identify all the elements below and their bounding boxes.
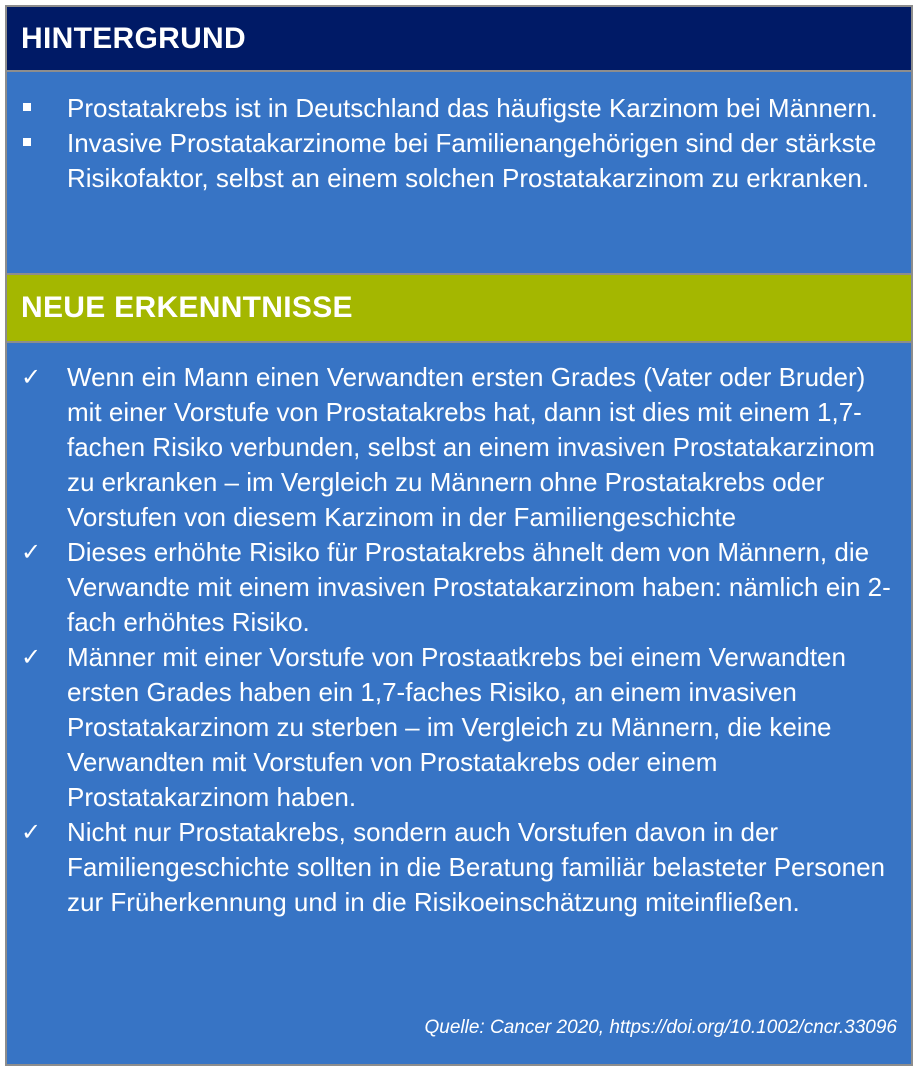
square-bullet-icon	[23, 138, 31, 146]
checkmark-icon: ✓	[21, 643, 42, 671]
checkmark-icon: ✓	[21, 538, 42, 566]
list-item-text: Männer mit einer Vorstufe von Prostaatkrebs bei einem Verwandten ersten Grades haben ein 1,7-faches Risiko, an einem invasiven Prostatakarzinom zu sterben – im Vergleich zu Männern, die keine Verwandten mit Vorstufen von Prostatakrebs oder einem Prostatakarzinom haben.	[67, 642, 846, 812]
square-bullet-icon	[23, 103, 31, 111]
source-citation: Quelle: Cancer 2020, https://doi.org/10.1002/cncr.33096	[424, 1017, 897, 1038]
list-item-text: Nicht nur Prostatakrebs, sondern auch Vorstufen davon in der Familiengeschichte sollten in die Beratung familiär belasteter Personen zur Früherkennung und in die Risikoeinschätzung miteinfließen.	[67, 817, 885, 917]
list-item	[7, 640, 911, 815]
section-header-neue-erkenntnisse: NEUE ERKENNTNISSE	[7, 273, 911, 343]
list-item	[7, 91, 911, 126]
list-item	[7, 126, 911, 196]
list-item	[7, 360, 911, 535]
info-panel	[5, 5, 913, 1066]
checkmark-icon: ✓	[21, 818, 42, 846]
background-list	[7, 91, 911, 196]
findings-list	[7, 360, 911, 920]
list-item-text: Wenn ein Mann einen Verwandten ersten Grades (Vater oder Bruder) mit einer Vorstufe von Prostatakrebs hat, dann ist dies mit einem 1,7-fachen Risiko verbunden, selbst an einem invasiven Prostatakarzinom zu erkranken – im Vergleich zu Männern ohne Prostatakrebs oder Vorstufen von diesem Karzinom in der Familiengeschichte	[67, 362, 875, 532]
list-item-text: Prostatakrebs ist in Deutschland das häufigste Karzinom bei Männern.	[67, 93, 878, 123]
list-item-text: Dieses erhöhte Risiko für Prostatakrebs ähnelt dem von Männern, die Verwandte mit einem invasiven Prostatakarzinom haben: nämlich ein 2-fach erhöhtes Risiko.	[67, 537, 891, 637]
list-item	[7, 815, 911, 920]
list-item	[7, 535, 911, 640]
checkmark-icon: ✓	[21, 363, 42, 391]
list-item-text: Invasive Prostatakarzinome bei Familienangehörigen sind der stärkste Risikofaktor, selbst an einem solchen Prostatakarzinom zu erkranken.	[67, 128, 877, 193]
section-header-hintergrund: HINTERGRUND	[7, 7, 911, 72]
